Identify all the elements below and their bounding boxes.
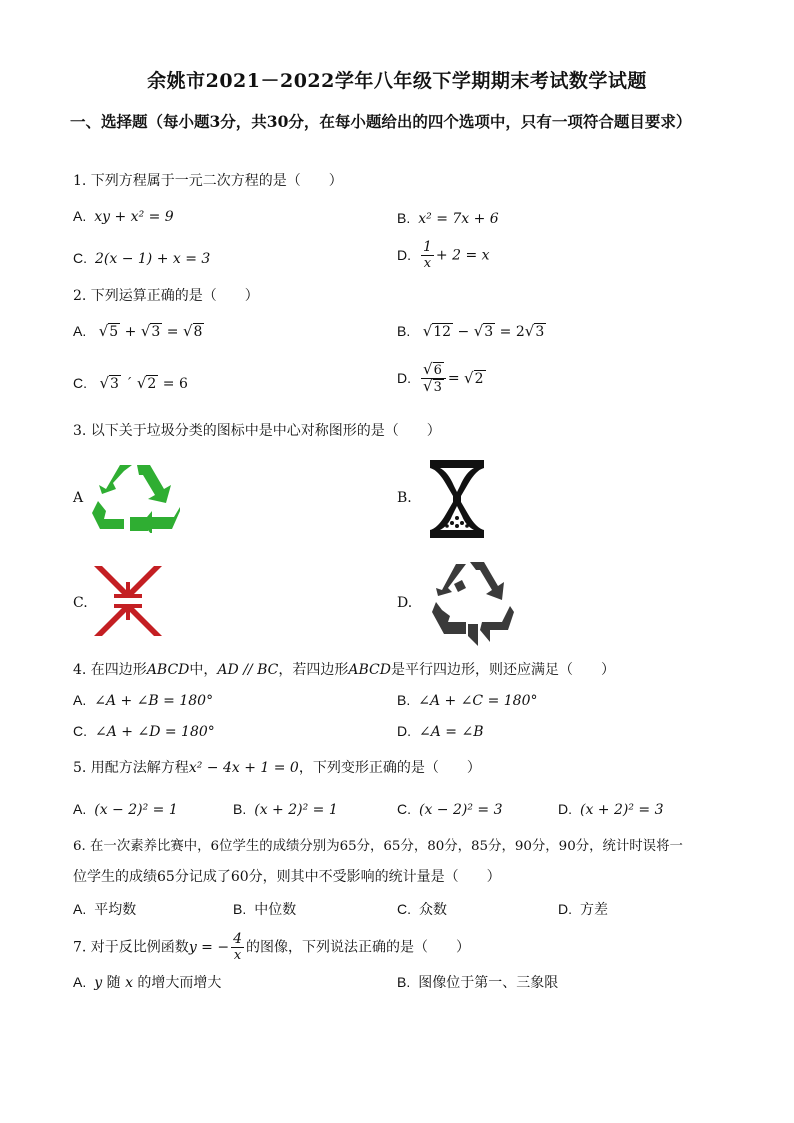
equals: = [166, 324, 179, 340]
question-5-stem [73, 758, 723, 778]
sqrt-expr: √3 [140, 322, 161, 340]
option-text: 中位数 [254, 902, 297, 918]
option-label: D. [558, 901, 572, 917]
q3-option-a-label: A [73, 490, 84, 506]
q1-option-a[interactable] [73, 206, 174, 227]
option-label: B. [397, 323, 411, 339]
stem-math: x² − 4x + 1 = 0 [188, 760, 299, 776]
option-label: C. [73, 723, 87, 739]
option-expr: 2(x − 1) + x = 3 [95, 251, 211, 267]
option-expr: + 2 = x [435, 247, 490, 264]
option-label: C. [397, 901, 411, 917]
q3-option-b-label: B. [397, 490, 412, 506]
q6-option-a[interactable] [73, 899, 136, 920]
q2-option-a[interactable] [73, 321, 204, 342]
option-text: 随 [106, 975, 121, 991]
sqrt-expr: √8 [182, 322, 203, 340]
option-label: A. [73, 208, 87, 224]
question-3-stem: 3. 以下关于垃圾分类的图标中是中心对称图形的是（ ） [73, 423, 441, 439]
option-expr: ∠A + ∠B = 180° [94, 693, 214, 709]
recycle-gray-icon[interactable] [432, 560, 514, 646]
q2-option-d[interactable] [397, 362, 486, 395]
q6-option-c[interactable] [397, 899, 447, 920]
sqrt-expr: √5 [98, 322, 119, 340]
option-text: 方差 [580, 902, 608, 918]
q2-option-c[interactable] [73, 373, 188, 394]
operator: ´ [125, 376, 133, 392]
option-label: D. [397, 723, 411, 739]
stem-text: ，若四边形 [278, 662, 349, 678]
option-label: A. [73, 974, 87, 990]
operator: − [457, 324, 470, 340]
equals: = 2 [499, 324, 525, 340]
exam-title: 余姚市2021－2022学年八年级下学期期末考试数学试题 [147, 70, 647, 92]
question-1-stem: 1. 下列方程属于一元二次方程的是（ ） [73, 173, 343, 189]
equals: = [447, 370, 460, 387]
sqrt-expr: √12 [422, 322, 452, 340]
operator: + [124, 324, 137, 340]
fraction: $\frac{1}{x}$ [423, 239, 432, 271]
question-4-stem [73, 660, 723, 680]
q6-option-b[interactable] [233, 899, 296, 920]
fraction: $\frac{√6}{√3}$ [421, 362, 446, 395]
fraction: $\frac{4}{x}$ [233, 931, 243, 963]
arrows-red-icon[interactable] [92, 566, 164, 636]
q3-option-c-label: C. [73, 595, 88, 611]
option-text: 的增大而增大 [137, 975, 222, 991]
option-label: D. [558, 801, 572, 817]
option-expr: x² = 7x + 6 [418, 211, 499, 227]
option-label: D. [397, 246, 411, 263]
q4-option-a[interactable] [73, 690, 213, 711]
equals: = 6 [162, 376, 188, 392]
option-label: C. [397, 801, 411, 817]
sqrt-expr: √3 [524, 322, 545, 340]
option-text: 图像位于第一、三象限 [418, 975, 559, 991]
q7-option-b[interactable] [397, 972, 558, 993]
stem-math: y = − [188, 939, 230, 956]
q4-option-b[interactable] [397, 690, 538, 711]
sqrt-expr: √3 [473, 322, 494, 340]
option-label: A. [73, 323, 87, 339]
stem-math: ABCD [146, 662, 190, 678]
option-var: x [125, 975, 133, 991]
option-text: 众数 [419, 902, 447, 918]
hourglass-black-icon[interactable] [428, 460, 486, 538]
sqrt-expr: √2 [464, 368, 484, 387]
stem-text: 7. 对于反比例函数 [73, 939, 189, 956]
sqrt-expr: √2 [136, 374, 157, 392]
stem-text: 5. 用配方法解方程 [73, 760, 189, 776]
stem-math: AD // BC [217, 662, 279, 678]
q1-option-d[interactable] [397, 240, 490, 271]
question-6-stem-line2: 位学生的成绩65分记成了60分，则其中不受影响的统计量是（ ） [73, 869, 501, 885]
question-6-stem-line1: 6. 在一次素养比赛中，6位学生的成绩分别为65分，65分，80分，85分，90分，90分，统计时误将一 [73, 839, 683, 854]
question-7-stem [73, 932, 723, 963]
option-label: B. [397, 974, 411, 990]
option-expr: (x − 2)² = 1 [94, 802, 178, 818]
q4-option-c[interactable] [73, 721, 215, 742]
option-label: B. [397, 210, 411, 226]
stem-math: ABCD [348, 662, 391, 678]
stem-text: 的图像，下列说法正确的是（ ） [246, 939, 471, 956]
option-var: y [94, 975, 103, 991]
option-text: 平均数 [94, 902, 137, 918]
option-label: C. [73, 375, 87, 391]
option-label: A. [73, 801, 87, 817]
sqrt-expr: √3 [99, 374, 119, 392]
recycle-green-icon[interactable] [92, 461, 182, 533]
option-label: A. [73, 901, 87, 917]
option-expr: (x + 2)² = 1 [254, 802, 338, 818]
question-2-stem: 2. 下列运算正确的是（ ） [73, 288, 259, 304]
stem-text: 4. 在四边形 [73, 662, 147, 678]
q3-option-d-label: D. [397, 595, 413, 611]
option-expr: xy + x² = 9 [94, 209, 174, 225]
q5-option-d[interactable] [558, 799, 664, 820]
q1-option-b[interactable] [397, 208, 499, 229]
option-label: B. [233, 801, 247, 817]
q1-option-c[interactable] [73, 248, 210, 269]
stem-text: ，下列变形正确的是（ ） [298, 760, 481, 776]
option-label: B. [233, 901, 247, 917]
option-label: D. [397, 369, 411, 386]
option-expr: ∠A + ∠C = 180° [418, 693, 538, 709]
q2-option-b[interactable] [397, 321, 546, 342]
q7-option-a[interactable] [73, 972, 221, 993]
stem-text: 中， [189, 662, 218, 678]
q4-option-d[interactable] [397, 721, 484, 742]
option-label: A. [73, 692, 87, 708]
q6-option-d[interactable] [558, 899, 608, 920]
option-expr: (x + 2)² = 3 [580, 802, 664, 818]
option-label: C. [73, 250, 87, 266]
stem-text: 是平行四边形，则还应满足（ ） [390, 662, 615, 678]
q5-option-a[interactable] [73, 799, 178, 820]
q5-option-b[interactable] [233, 799, 338, 820]
section-heading: 一、选择题（每小题3分，共30分，在每小题给出的四个选项中，只有一项符合题目要求） [70, 112, 692, 131]
option-label: B. [397, 692, 411, 708]
option-expr: ∠A + ∠D = 180° [95, 724, 215, 740]
option-expr: (x − 2)² = 3 [419, 802, 503, 818]
option-expr: ∠A = ∠B [419, 724, 484, 740]
q5-option-c[interactable] [397, 799, 503, 820]
